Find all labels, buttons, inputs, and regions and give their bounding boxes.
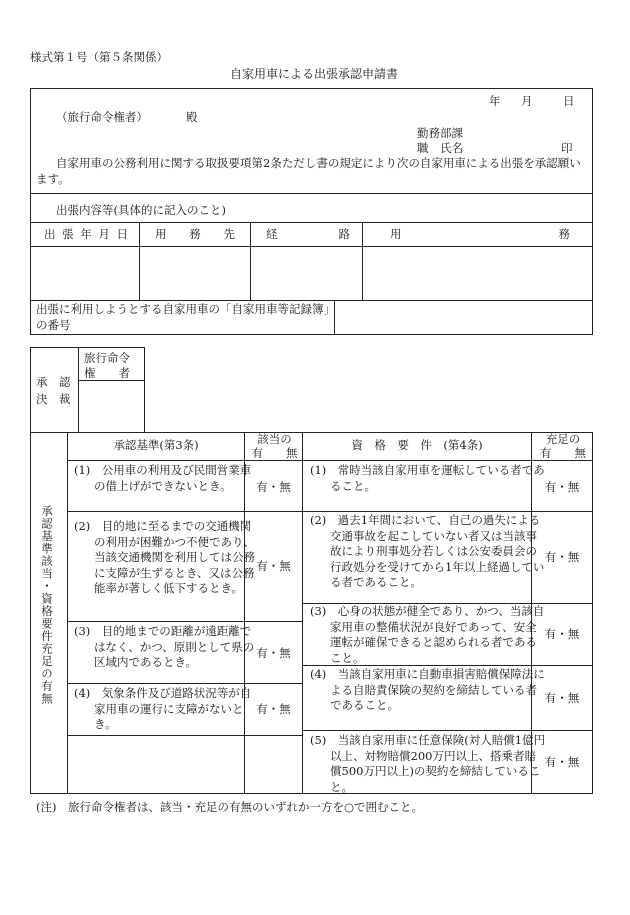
form-title: 自家用車による出張承認申請書: [230, 67, 399, 81]
date-month-label: 月: [521, 94, 533, 108]
addressee-label: （旅行命令権者）: [56, 110, 148, 124]
requirement-item-2: (2) 過去1年間において、自己の過失による交通事故を起こしていない者又は当該事故により刑事処分若しくは公安委員会の行政処分を受けてから1年以上経過している者であること。: [310, 513, 545, 589]
department-label: 勤務部課: [417, 126, 463, 140]
standard-row-line-4: [67, 735, 302, 736]
requirement-row-line-1: [302, 511, 593, 512]
seal-mark: 印: [561, 141, 573, 155]
requirement-mark-5[interactable]: 有・無: [544, 755, 580, 769]
standard-mark-4[interactable]: 有・無: [256, 702, 291, 716]
requirement-item-5: (5) 当該自家用車に任意保険(対人賠償1億円以上、対物賠償200万円以上、搭乗者賠償500万円以上)の契約を締結していること。: [310, 733, 546, 794]
vehicle-record-number-field[interactable]: [335, 301, 592, 334]
vehicle-record-label: 出張に利用しようとする自家用車の「自家用車等記録簿」の番号: [36, 302, 330, 332]
trip-date-cell[interactable]: [31, 247, 138, 299]
trip-section-label: 出張内容等(具体的に記入のこと): [56, 203, 226, 217]
header-purpose: 用 務: [390, 227, 570, 241]
authority-seal-cell[interactable]: [79, 381, 144, 432]
requirement-mark-4[interactable]: 有・無: [544, 691, 580, 705]
honorific-label: 殿: [186, 110, 198, 124]
col-requirements-header: 資 格 要 件 (第4条): [351, 438, 483, 452]
requirement-row-line-4: [302, 730, 593, 731]
standard-row-line-1: [67, 511, 302, 512]
purpose-cell[interactable]: [363, 247, 592, 299]
standard-row-line-3: [67, 683, 302, 684]
footnote: (注) 旅行命令権者は、該当・充足の有無のいずれか一方を○で囲むこと。: [36, 800, 424, 814]
standard-item-1: (1) 公用車の利用及び民間営業車の借上げができないとき。: [74, 463, 252, 493]
criteria-col-line-2: [302, 432, 303, 794]
requirement-item-4: (4) 当該自家用車に自動車損害賠償保障法による自賠責保険の契約を締結している者であること。: [310, 667, 545, 712]
header-trip-date: 出 張 年 月 日: [44, 227, 128, 241]
col-applicable-header: 該当の 有 無: [251, 432, 298, 460]
header-route: 経 路: [266, 227, 350, 241]
standard-mark-3[interactable]: 有・無: [256, 646, 291, 660]
header-destination: 用 務 先: [155, 227, 235, 241]
route-cell[interactable]: [251, 247, 361, 299]
position-name-label: 職 氏名: [417, 141, 463, 155]
form-number: 様式第１号（第５条関係）: [30, 50, 168, 64]
standard-mark-1[interactable]: 有・無: [256, 480, 291, 494]
requirement-mark-3[interactable]: 有・無: [544, 627, 580, 641]
date-year-label: 年: [489, 94, 501, 108]
requirement-mark-2[interactable]: 有・無: [544, 550, 580, 564]
standard-row-line-2: [67, 621, 302, 622]
date-day-label: 日: [563, 94, 575, 108]
request-text: 自家用車の公務利用に関する取扱要項第2条ただし書の規定により次の自家用車による出張を承認願います。: [36, 156, 581, 186]
trip-divider: [30, 222, 593, 223]
criteria-side-line: [67, 432, 68, 794]
requirement-item-1: (1) 常時当該自家用車を運転している者であること。: [310, 463, 545, 493]
destination-cell[interactable]: [140, 247, 249, 299]
approval-side-label: 承 認 決 裁: [36, 375, 71, 406]
standard-mark-2[interactable]: 有・無: [256, 559, 291, 573]
requirement-item-3: (3) 心身の状態が健全であり、かつ、当該自家用車の整備状況が良好であって、安全運転が確保できると認められる者であること。: [310, 604, 545, 665]
criteria-side-label: 承認基準該当・資格要件充足の有無: [40, 505, 54, 705]
authority-label: 旅行命令 権 者: [84, 351, 130, 380]
criteria-header-line: [67, 460, 593, 461]
standard-item-2: (2) 目的地に至るまでの交通機関の利用が困難かつ不便であり、当該交通機関を利用しては公務に支障が生ずるとき、又は公務能率が著しく低下するとき。: [74, 519, 255, 595]
requirement-mark-1[interactable]: 有・無: [544, 480, 580, 494]
col-standard-header: 承認基準(第3条): [113, 438, 199, 452]
standard-item-4: (4) 気象条件及び道路状況等が自家用車の運行に支障がないとき。: [74, 686, 252, 731]
col-satisfied-header: 充足の 有 無: [540, 432, 586, 460]
standard-item-3: (3) 目的地までの距離が遠距離ではなく、かつ、原則として県の区域内であるとき。: [74, 624, 255, 669]
